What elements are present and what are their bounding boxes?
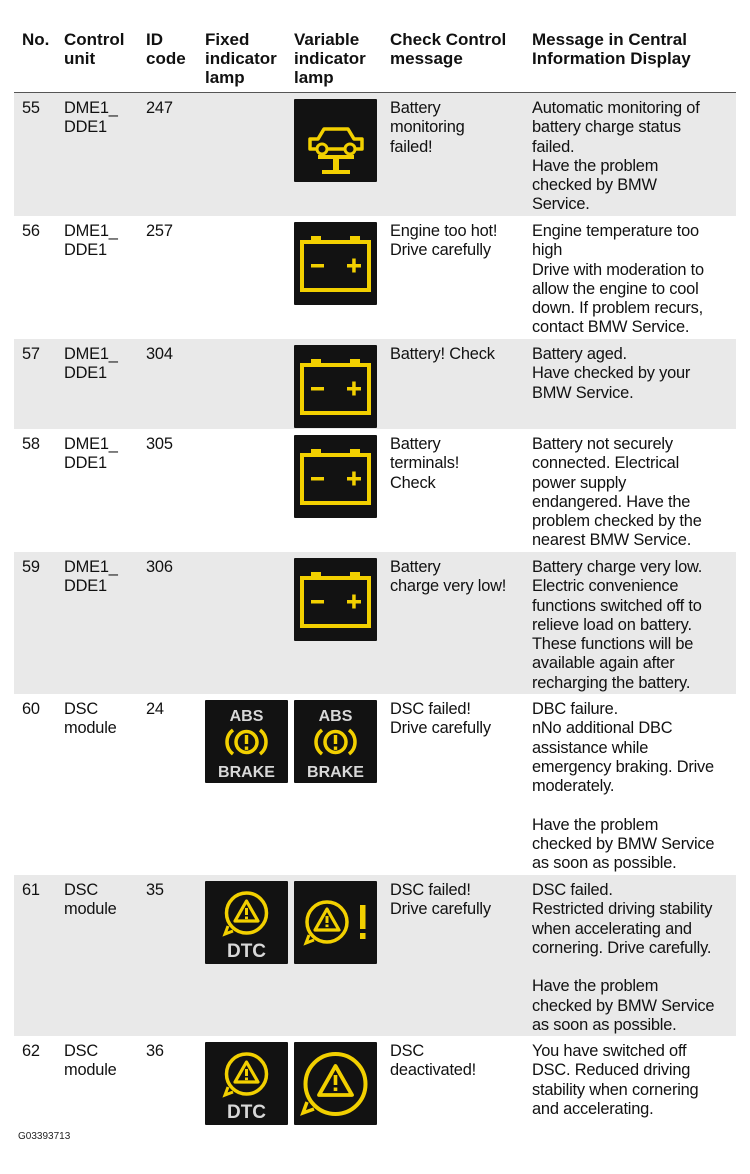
control-unit-line: module — [64, 900, 117, 919]
table-row — [14, 429, 736, 552]
control-unit-line: DME1_ — [64, 222, 118, 240]
table-row — [14, 694, 736, 875]
control-unit — [64, 558, 144, 597]
id-code: 306 — [146, 558, 173, 576]
battery-icon — [294, 435, 377, 518]
id-code: 35 — [146, 881, 164, 899]
cid-message-line: checked by BMW — [532, 176, 657, 195]
control-unit-line: DSC — [64, 881, 99, 899]
header-cid-message: Message in Central Information Display — [532, 30, 691, 68]
check-control-message-line: Battery — [390, 558, 441, 576]
cid-message-line — [532, 958, 736, 977]
cid-message-line: down. If problem recurs, — [532, 299, 704, 318]
cid-message-line: problem checked by the — [532, 512, 702, 531]
check-control-message-line: Drive carefully — [390, 900, 491, 919]
cid-message-line: relieve load on battery. — [532, 615, 692, 634]
dtc-label: DTC — [226, 941, 267, 962]
cid-message-line: These functions will be — [532, 635, 694, 654]
control-unit-line: DDE1 — [64, 577, 107, 596]
abs-label: ABS — [229, 708, 264, 725]
cid-message-line: checked by BMW Service — [532, 996, 715, 1015]
cid-message — [532, 435, 736, 551]
control-unit-line: DSC — [64, 1042, 99, 1060]
cid-message-line: DSC failed. — [532, 881, 613, 899]
cid-message-line: moderately. — [532, 777, 615, 796]
check-control-message-line: monitoring — [390, 118, 465, 137]
control-unit-line: DSC — [64, 700, 99, 718]
cid-message-line: Have checked by your — [532, 364, 691, 383]
cid-message-line: functions switched off to — [532, 596, 702, 615]
check-control-message — [390, 700, 530, 739]
row-number: 58 — [22, 435, 40, 453]
control-unit-line: DDE1 — [64, 118, 107, 137]
cid-message-line: cornering. Drive carefully. — [532, 938, 712, 957]
cid-message-line: checked by BMW Service — [532, 835, 715, 854]
cid-message — [532, 1042, 736, 1119]
figure-code: G03393713 — [18, 1131, 71, 1142]
check-control-message-line: Battery! Check — [390, 345, 495, 363]
table-row — [14, 552, 736, 694]
cid-message — [532, 881, 736, 1035]
cid-message-line: Drive with moderation to — [532, 260, 704, 279]
cid-message-line: when accelerating and — [532, 919, 692, 938]
cid-message-line: as soon as possible. — [532, 1016, 677, 1035]
table-row — [14, 216, 736, 339]
table-body — [14, 93, 736, 1131]
control-unit-line: DDE1 — [64, 364, 107, 383]
row-number: 56 — [22, 222, 40, 240]
cid-message-line: assistance while — [532, 738, 649, 757]
row-number: 60 — [22, 700, 40, 718]
cid-message-line: Electric convenience — [532, 577, 679, 596]
control-unit-line: DDE1 — [64, 454, 107, 473]
cid-message-line: nearest BMW Service. — [532, 531, 692, 550]
table-row — [14, 1036, 736, 1131]
check-control-message — [390, 435, 530, 493]
cid-message-line: power supply — [532, 473, 627, 492]
check-control-message-line: DSC failed! — [390, 881, 471, 899]
check-control-message-line: Drive carefully — [390, 719, 491, 738]
table-row — [14, 339, 736, 429]
battery-icon — [294, 345, 377, 428]
check-control-message-line: Battery — [390, 435, 441, 453]
control-unit-line: DME1_ — [64, 435, 118, 453]
header-no: No. — [22, 30, 50, 49]
row-number: 57 — [22, 345, 40, 363]
cid-message-line: recharging the battery. — [532, 673, 691, 692]
cid-message-line: as soon as possible. — [532, 854, 677, 873]
car-lift-icon — [294, 99, 377, 182]
cid-message-line: and accelerating. — [532, 1099, 654, 1118]
id-code: 304 — [146, 345, 173, 363]
cid-message — [532, 222, 736, 338]
cid-message-line: emergency braking. Drive — [532, 757, 714, 776]
cid-message-line: Have the problem — [532, 156, 659, 175]
check-control-message-line: charge very low! — [390, 577, 507, 596]
cid-message-line: BMW Service. — [532, 383, 634, 402]
table-header — [14, 26, 736, 93]
row-number: 55 — [22, 99, 40, 117]
row-number: 59 — [22, 558, 40, 576]
check-control-message-line: failed! — [390, 137, 433, 156]
control-unit — [64, 700, 144, 739]
cid-message — [532, 700, 736, 874]
abs-brake-icon — [294, 700, 377, 783]
cid-message-line: endangered. Have the — [532, 492, 691, 511]
control-unit — [64, 222, 144, 261]
cid-message-line: high — [532, 241, 563, 260]
check-control-message-line: deactivated! — [390, 1061, 476, 1080]
id-code: 305 — [146, 435, 173, 453]
check-control-message — [390, 558, 530, 597]
cid-message — [532, 345, 736, 403]
cid-message-line: DSC. Reduced driving — [532, 1061, 691, 1080]
warning-lamp-table — [14, 26, 736, 1131]
cid-message-line: Battery not securely — [532, 435, 673, 453]
dsc-warning-icon — [294, 1042, 377, 1125]
brake-label: BRAKE — [218, 764, 275, 781]
control-unit — [64, 881, 144, 920]
id-code: 24 — [146, 700, 164, 718]
control-unit-line: DME1_ — [64, 99, 118, 117]
cid-message-line: nNo additional DBC — [532, 719, 673, 738]
cid-message-line: available again after — [532, 654, 675, 673]
dtc-icon — [205, 1042, 288, 1125]
cid-message — [532, 558, 736, 693]
cid-message-line: allow the engine to cool — [532, 279, 699, 298]
cid-message-line: Service. — [532, 195, 590, 214]
check-control-message — [390, 345, 530, 364]
header-fixed-lamp: Fixed indicator lamp — [205, 30, 277, 87]
battery-icon — [294, 222, 377, 305]
dtc-label: DTC — [226, 1102, 267, 1123]
cid-message-line: connected. Electrical — [532, 454, 680, 473]
row-number: 62 — [22, 1042, 40, 1060]
control-unit-line: DDE1 — [64, 241, 107, 260]
table-row — [14, 875, 736, 1036]
abs-label: ABS — [318, 708, 353, 725]
cid-message-line: Engine temperature too — [532, 222, 699, 240]
header-control-unit: Control unit — [64, 30, 125, 68]
cid-message-line: Battery charge very low. — [532, 558, 703, 576]
dsc-warning-exclamation-icon — [294, 881, 377, 964]
control-unit-line: module — [64, 719, 117, 738]
control-unit-line: DME1_ — [64, 345, 118, 363]
cid-message-line: stability when cornering — [532, 1080, 699, 1099]
cid-message-line — [532, 796, 736, 815]
id-code: 257 — [146, 222, 173, 240]
cid-message-line: Restricted driving stability — [532, 900, 713, 919]
id-code: 36 — [146, 1042, 164, 1060]
cid-message-line: Battery aged. — [532, 345, 627, 363]
cid-message-line: You have switched off — [532, 1042, 687, 1060]
brake-label: BRAKE — [307, 764, 364, 781]
check-control-message-line: Engine too hot! — [390, 222, 498, 240]
abs-brake-icon — [205, 700, 288, 783]
check-control-message-line: terminals! — [390, 454, 460, 473]
check-control-message — [390, 881, 530, 920]
cid-message — [532, 99, 736, 215]
control-unit-line: DME1_ — [64, 558, 118, 576]
dtc-icon — [205, 881, 288, 964]
battery-icon — [294, 558, 377, 641]
id-code: 247 — [146, 99, 173, 117]
cid-message-line: Automatic monitoring of — [532, 99, 700, 117]
check-control-message — [390, 99, 530, 157]
check-control-message-line: Check — [390, 473, 436, 492]
header-id-code: ID code — [146, 30, 186, 68]
check-control-message — [390, 222, 530, 261]
check-control-message-line: Drive carefully — [390, 241, 491, 260]
cid-message-line: contact BMW Service. — [532, 318, 690, 337]
header-variable-lamp: Variable indicator lamp — [294, 30, 366, 87]
cid-message-line: battery charge status — [532, 118, 681, 137]
check-control-message — [390, 1042, 530, 1081]
check-control-message-line: Battery — [390, 99, 441, 117]
check-control-message-line: DSC failed! — [390, 700, 471, 718]
control-unit — [64, 99, 144, 138]
cid-message-line: failed. — [532, 137, 575, 156]
header-check-control: Check Control message — [390, 30, 507, 68]
control-unit — [64, 345, 144, 384]
row-number: 61 — [22, 881, 40, 899]
control-unit — [64, 1042, 144, 1081]
cid-message-line: DBC failure. — [532, 700, 618, 718]
table-row — [14, 93, 736, 216]
control-unit-line: module — [64, 1061, 117, 1080]
check-control-message-line: DSC — [390, 1042, 425, 1060]
control-unit — [64, 435, 144, 474]
cid-message-line: Have the problem — [532, 977, 659, 996]
cid-message-line: Have the problem — [532, 815, 659, 834]
